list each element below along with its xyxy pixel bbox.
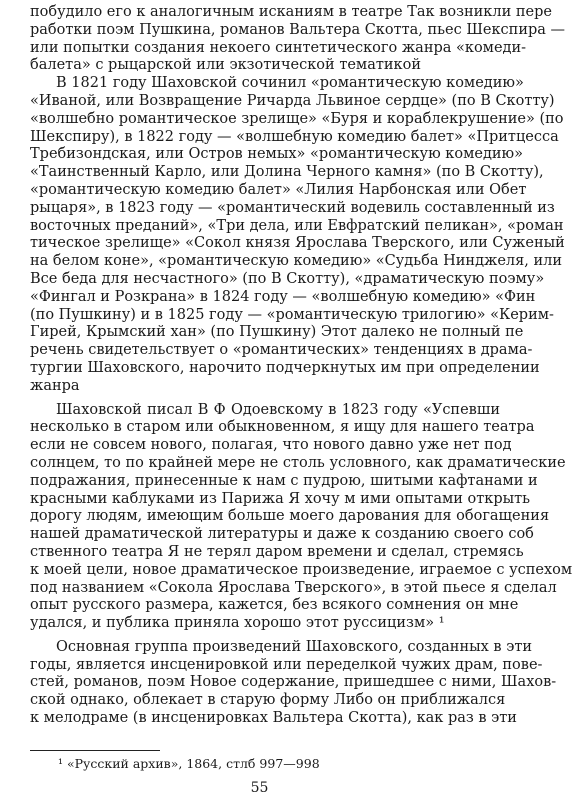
text-line: дорогу людям, имеющим больше моего дарования для обогащения <box>30 508 550 525</box>
footnote-divider <box>30 750 160 751</box>
text-line: речень свидетельствует о «романтических» тенденциях в драма- <box>30 342 533 359</box>
text-line: Гирей, Крымский хан» (по Пушкину) Этот далеко не полный пе <box>30 324 524 341</box>
text-line: нашей драматической литературы и даже к созданию своего соб <box>30 526 534 543</box>
text-line: «романтическую комедию балет» «Лилия Нарбонская или Обет <box>30 181 527 198</box>
text-line: (по Пушкину) и в 1825 году — «романтическую трилогию» «Керим- <box>30 306 554 323</box>
text-line: красными каблуками из Парижа Я хочу м ими опытами открыть <box>30 490 531 507</box>
text-line: балета» с рыцарской или экзотической тематикой <box>30 57 421 74</box>
text-line: «Фингал и Розкрана» в 1824 году — «волшебную комедию» «Фин <box>30 288 536 305</box>
text-line: Все беда для несчастного» (по В Скотту), «драматическую поэму» <box>30 270 545 287</box>
text-line: жанра <box>30 377 80 394</box>
paragraph-3 <box>30 401 572 633</box>
page-number: 55 <box>250 780 269 796</box>
text-line: ской однако, облекает в старую форму Либо он приближался <box>30 692 506 709</box>
text-line: Основная группа произведений Шаховского, созданных в эти <box>56 638 533 655</box>
text-line: Шаховской писал В Ф Одоевскому в 1823 году «Успевши <box>56 401 500 418</box>
text-line: солнцем, то по крайней мере не столь условного, как драматические <box>30 454 566 471</box>
paragraph-4 <box>30 638 557 728</box>
text-line: «Иваной, или Возвращение Ричарда Львиное сердце» (по В Скотту) <box>30 92 555 109</box>
text-line: восточных преданий», «Три дела, или Евфратский пеликан», «роман <box>30 217 564 234</box>
text-line: на белом коне», «романтическую комедию» «Судьба Нинджеля, или <box>30 253 563 270</box>
text-line: к мелодраме (в инсценировках Вальтера Скотта), как раз в эти <box>30 710 517 727</box>
footnote: ¹ «Русский архив», 1864, стлб 997—998 <box>58 756 320 771</box>
text-line: или попытки создания некоего синтетического жанра «комеди- <box>30 39 527 56</box>
text-line: подражания, принесенные к нам с пудрою, шитыми кафтанами и <box>30 472 538 489</box>
text-line: «Таинственный Карло, или Долина Черного камня» (по В Скотту), <box>30 164 544 181</box>
text-line: годы, является инсценировкой или переделкой чужих драм, пове- <box>30 656 543 673</box>
paragraph-2 <box>30 75 565 395</box>
text-line: Шекспиру), в 1822 году — «волшебную комедию балет» «Притцесса <box>30 128 559 145</box>
text-line: стей, романов, поэм Новое содержание, пришедшее с ними, Шахов- <box>30 674 557 691</box>
text-line: тическое зрелище» «Сокол князя Ярослава Тверского, или Суженый <box>30 235 565 252</box>
text-line: В 1821 году Шаховской сочинил «романтическую комедию» <box>56 75 524 92</box>
text-line: к моей цели, новое драматическое произведение, играемое с успехом <box>30 561 572 578</box>
paragraph-1 <box>30 4 566 75</box>
page-body <box>30 4 572 728</box>
text-line: «волшебно романтическое зрелище» «Буря и кораблекрушение» (по <box>30 110 564 127</box>
text-line: опыт русского размера, кажется, без всякого сомнения он мне <box>30 597 519 614</box>
text-line: побудило его к аналогичным исканиям в театре Так возникли пере <box>30 4 552 20</box>
text-line: ственного театра Я не терял даром времени и сделал, стремясь <box>30 543 524 560</box>
text-line: под названием «Сокола Ярослава Тверского», в этой пьесе я сделал <box>30 579 557 596</box>
text-line: несколько в старом или обыкновенном, я ищу для нашего театра <box>30 419 535 436</box>
text-line: работки поэм Пушкина, романов Вальтера Скотта, пьес Шекспира — <box>30 21 566 38</box>
text-line: удался, и публика приняла хорошо этот руссицизм» ¹ <box>30 615 445 632</box>
text-line: тургии Шаховского, нарочито подчеркнутых им при определении <box>30 359 540 376</box>
text-line: Требизондская, или Остров немых» «романтическую комедию» <box>30 146 524 163</box>
text-line: если не совсем нового, полагая, что нового давно уже нет под <box>30 437 512 454</box>
text-line: рыцаря», в 1823 году — «романтический водевиль составленный из <box>30 199 555 216</box>
